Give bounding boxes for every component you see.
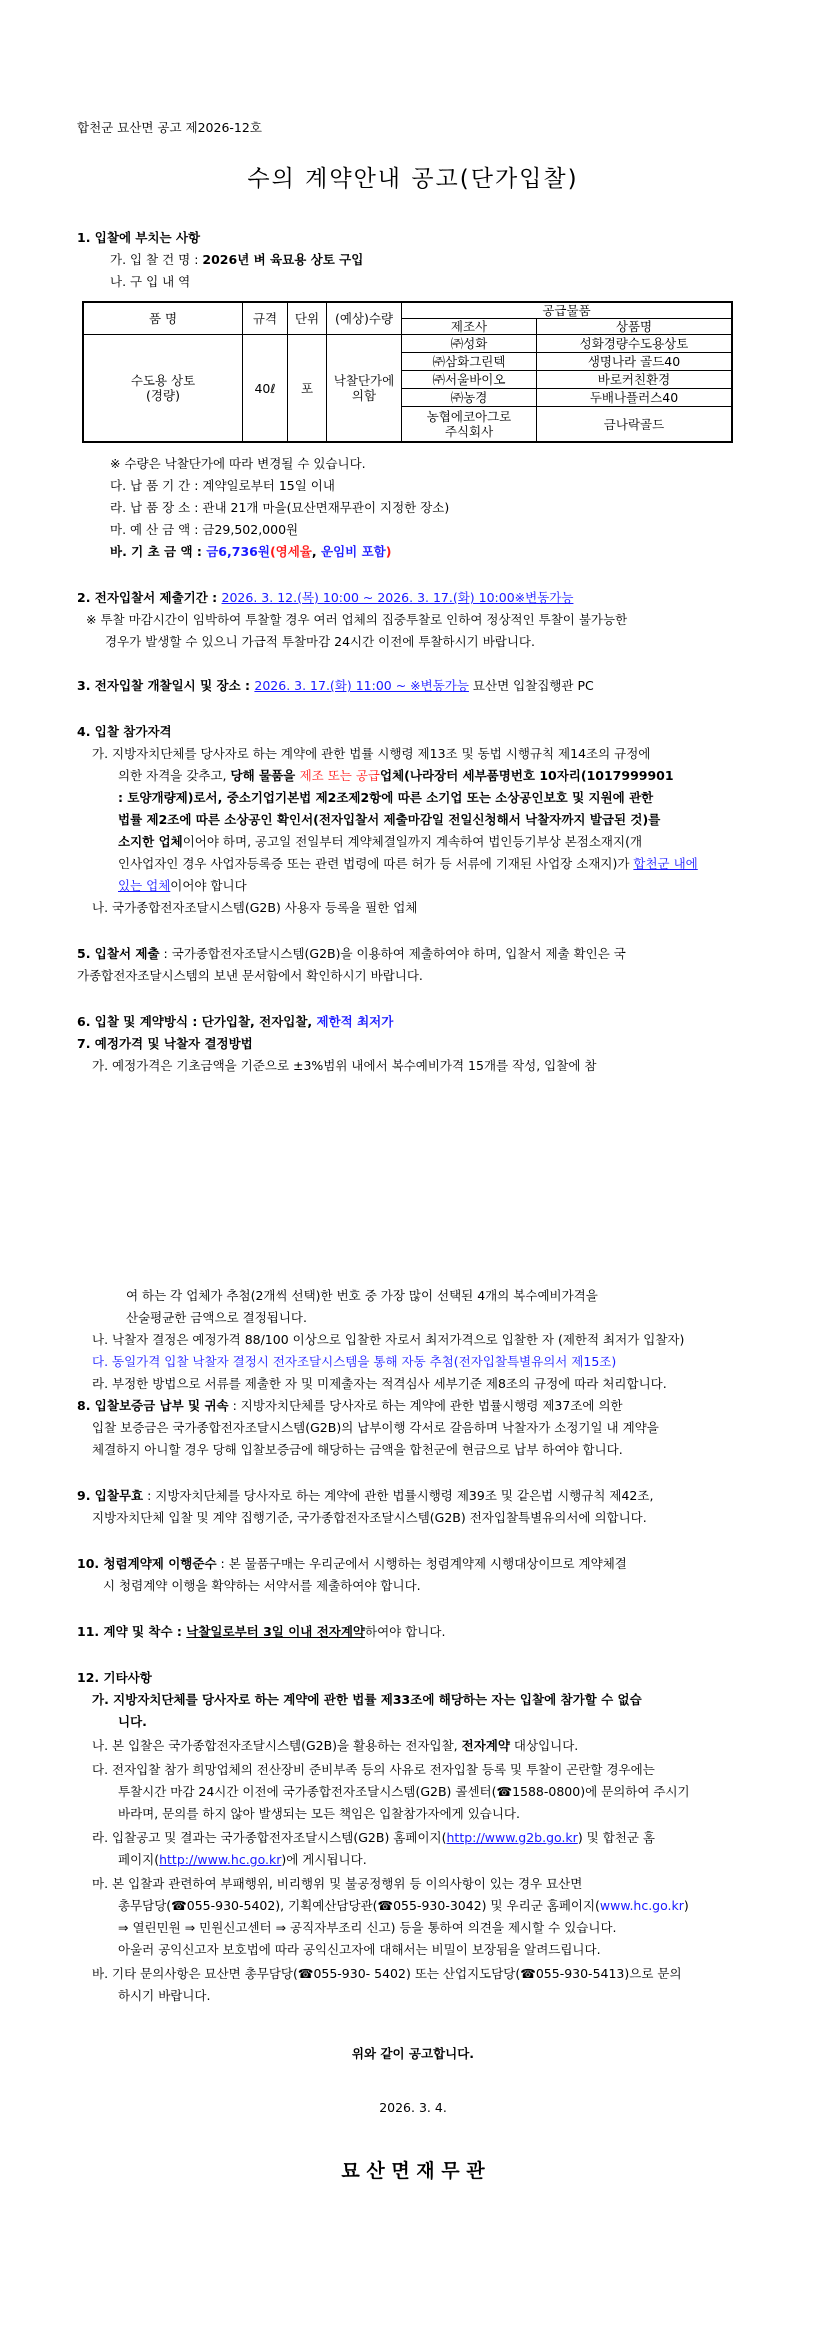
product-cell: 생명나라 골드40 <box>537 353 733 371</box>
product-cell: 바로커친환경 <box>537 371 733 389</box>
misc-d-line-1: 라. 입찰공고 및 결과는 국가종합전자조달시스템(G2B) 홈페이지(http://www.g2b.go.kr) 및 합천군 홈 <box>92 1830 655 1845</box>
qualification-a-line-6: 인사업자인 경우 사업자등록증 또는 관련 법령에 따른 허가 등 서류에 기재된 사업장 소재지)가 합천군 내에 <box>118 856 698 871</box>
item-name-line <box>110 250 363 268</box>
purchase-table <box>82 301 733 443</box>
misc-a-line-1: 가. 지방자치단체를 당사자로 하는 계약에 관한 법률 제33조에 해당하는 자는 입찰에 참가할 수 없습 <box>92 1692 642 1707</box>
misc-e-line-4: 아울러 공익신고자 보호법에 따라 공익신고자에 대해서는 비밀이 보장됨을 알려드립니다. <box>118 1942 601 1957</box>
qualification-a-line-3: : 토양개량제)로서, 중소기업기본법 제2조제2항에 따른 소기업 또는 소상공인보호 및 지원에 관한 <box>118 790 654 805</box>
bid-note-1: ※ 투찰 마감시간이 임박하여 투찰할 경우 여러 업체의 집중투찰로 인하여 정상적인 투찰이 불가능한 <box>86 612 628 627</box>
estimated-price-line-1: 가. 예정가격은 기초금액을 기준으로 ±3%범위 내에서 복수예비가격 15개를 작성, 입찰에 참 <box>92 1058 597 1073</box>
section-2-heading: 2. 전자입찰서 제출기간 : 2026. 3. 12.(목) 10:00 ~ 2026. 3. 17.(화) 10:00※변동가능 <box>77 590 574 605</box>
purchase-detail-label: 나. 구 입 내 역 <box>110 274 191 289</box>
misc-e-line-2: 총무담당(☎055-930-5402), 기획예산담당관(☎055-930-3042) 및 우리군 홈페이지(www.hc.go.kr) <box>118 1898 689 1913</box>
estimated-price-line-2: 여 하는 각 업체가 추첨(2개씩 선택)한 번호 중 가장 많이 선택된 4개의 복수예비가격을 <box>126 1288 598 1303</box>
section-8-line-2: 입찰 보증금은 국가종합전자조달시스템(G2B)의 납부이행 각서로 갈음하며 낙찰자가 소정기일 내 계약을 <box>92 1420 659 1435</box>
unit-cell: 포 <box>288 335 327 443</box>
col-header-supply: 공급물품 <box>402 302 733 319</box>
section-5-line-2: 가종합전자조달시스템의 보낸 문서함에서 확인하시기 바랍니다. <box>77 968 423 983</box>
misc-a-line-2: 니다. <box>118 1714 147 1729</box>
delivery-period: 다. 납 품 기 간 : 계약일로부터 15일 이내 <box>110 478 335 493</box>
maker-cell: ㈜농경 <box>402 389 537 407</box>
col-header-unit: 단위 <box>288 302 327 335</box>
qualification-a-line-7: 있는 업체이어야 합니다 <box>118 878 247 893</box>
section-3-heading: 3. 전자입찰 개찰일시 및 장소 : 2026. 3. 17.(화) 11:00 ~ ※변동가능 묘산면 입찰집행관 PC <box>77 678 594 693</box>
maker-cell: ㈜성화 <box>402 335 537 353</box>
qualification-a-line-2: 의한 자격을 갖추고, 당해 물품을 제조 또는 공급업체(나라장터 세부품명번호 10자리(1017999901 <box>118 768 674 783</box>
submission-period: 2026. 3. 12.(목) 10:00 ~ 2026. 3. 17.(화) 10:00※변동가능 <box>221 590 574 605</box>
spec-cell: 40ℓ <box>243 335 288 443</box>
winner-decision: 나. 낙찰자 결정은 예정가격 88/100 이상으로 입찰한 자로서 최저가격으로 입찰한 자 (제한적 최저가 입찰자) <box>92 1332 685 1347</box>
qualification-b: 나. 국가종합전자조달시스템(G2B) 사용자 등록을 필한 업체 <box>92 900 418 915</box>
section-9-line-2: 지방자치단체 입찰 및 계약 집행기준, 국가종합전자조달시스템(G2B) 전자입찰특별유의서에 의합니다. <box>92 1510 647 1525</box>
notice-number: 합천군 묘산면 공고 제2026-12호 <box>77 120 262 135</box>
misc-f-line-1: 바. 기타 문의사항은 묘산면 총무담당(☎055-930- 5402) 또는 산업지도담당(☎055-930-5413)으로 문의 <box>92 1966 682 1981</box>
closing-statement: 위와 같이 공고합니다. <box>351 2046 475 2061</box>
qualification-a-line-5: 소지한 업체이어야 하며, 공고일 전일부터 계약체결일까지 계속하여 법인등기부상 본점소재지(개 <box>118 834 643 849</box>
misc-e-line-3: ⇒ 열린민원 ⇒ 민원신고센터 ⇒ 공직자부조리 신고) 등을 통하여 의견을 제시할 수 있습니다. <box>118 1920 617 1935</box>
maker-cell: 농협에코아그로 주식회사 <box>402 407 537 443</box>
opening-datetime: 2026. 3. 17.(화) 11:00 ~ ※변동가능 <box>254 678 469 693</box>
budget-amount: 마. 예 산 금 액 : 금29,502,000원 <box>110 522 299 537</box>
section-10-line-1: 10. 청렴계약제 이행준수 : 본 물품구매는 우리군에서 시행하는 청렴계약제 시행대상이므로 계약체결 <box>77 1556 627 1571</box>
delivery-place: 라. 납 품 장 소 : 관내 21개 마을(묘산면재무관이 지정한 장소) <box>110 500 450 515</box>
col-header-product: 상품명 <box>537 319 733 335</box>
section-8-line-3: 체결하지 아니할 경우 당해 입찰보증금에 해당하는 금액을 합천군에 현금으로 납부 하여야 합니다. <box>92 1442 623 1457</box>
col-header-maker: 제조사 <box>402 319 537 335</box>
misc-c-line-3: 바라며, 문의를 하지 않아 발생되는 모든 책임은 입찰참가자에게 있습니다. <box>118 1806 520 1821</box>
fraud-rule: 라. 부정한 방법으로 서류를 제출한 자 및 미제출자는 적격심사 세부기준 제8조의 규정에 따라 처리합니다. <box>92 1376 667 1391</box>
section-6-heading: 6. 입찰 및 계약방식 : 단가입찰, 전자입찰, 제한적 최저가 <box>77 1014 394 1029</box>
section-5-line-1: 5. 입찰서 제출 : 국가종합전자조달시스템(G2B)을 이용하여 제출하여야 하며, 입찰서 제출 확인은 국 <box>77 946 626 961</box>
col-header-qty: (예상)수량 <box>327 302 402 335</box>
notice-date: 2026. 3. 4. <box>379 2100 447 2115</box>
qty-note: ※ 수량은 낙찰단가에 따라 변경될 수 있습니다. <box>110 456 366 471</box>
maker-cell: ㈜서울바이오 <box>402 371 537 389</box>
item-name-label: 가. 입 찰 건 명 : <box>110 252 203 267</box>
product-cell: 금나락골드 <box>537 407 733 443</box>
misc-f-line-2: 하시기 바랍니다. <box>118 1988 211 2003</box>
col-header-spec: 규격 <box>243 302 288 335</box>
misc-b: 나. 본 입찰은 국가종합전자조달시스템(G2B)을 활용하는 전자입찰, 전자계약 대상입니다. <box>92 1738 579 1753</box>
misc-d-line-2: 페이지(http://www.hc.go.kr)에 게시됩니다. <box>118 1852 367 1867</box>
bid-note-2: 경우가 발생할 수 있으니 가급적 투찰마감 24시간 이전에 투찰하시기 바랍니다. <box>105 634 535 649</box>
qualification-a-line-4: 법률 제2조에 따른 소상공인 확인서(전자입찰서 제출마감일 전일신청해서 낙찰자까지 발급된 것)를 <box>118 812 661 827</box>
tie-break-rule: 다. 동일가격 입찰 낙찰자 결정시 전자조달시스템을 통해 자동 추첨(전자입찰특별유의서 제15조) <box>92 1354 617 1369</box>
estimated-price-line-3: 산술평균한 금액으로 결정됩니다. <box>126 1310 307 1325</box>
item-name-value: 2026년 벼 육묘용 상토 구입 <box>202 252 364 267</box>
section-11: 11. 계약 및 착수 : 낙찰일로부터 3일 이내 전자계약하여야 합니다. <box>77 1624 446 1639</box>
maker-cell: ㈜삼화그린텍 <box>402 353 537 371</box>
issuer: 묘 산 면 재 무 관 <box>341 2160 485 2182</box>
hc-link[interactable]: http://www.hc.go.kr <box>159 1852 282 1867</box>
g2b-link[interactable]: http://www.g2b.go.kr <box>446 1830 578 1845</box>
section-12-heading: 12. 기타사항 <box>77 1670 152 1685</box>
product-cell: 두배나플러스40 <box>537 389 733 407</box>
section-4-heading: 4. 입찰 참가자격 <box>77 724 172 739</box>
qualification-a-line-1: 가. 지방자치단체를 당사자로 하는 계약에 관한 법률 시행령 제13조 및 동법 시행규칙 제14조의 규정에 <box>92 746 651 761</box>
section-7-heading: 7. 예정가격 및 낙찰자 결정방법 <box>77 1036 253 1051</box>
misc-c-line-1: 다. 전자입찰 참가 희망업체의 전산장비 준비부족 등의 사유로 전자입찰 등록 및 투찰이 곤란할 경우에는 <box>92 1762 655 1777</box>
section-1-heading: 1. 입찰에 부치는 사항 <box>77 230 201 245</box>
misc-e-line-1: 마. 본 입찰과 관련하여 부패행위, 비리행위 및 불공정행위 등 이의사항이 있는 경우 묘산면 <box>92 1876 583 1891</box>
product-cell: 성화경량수도용상토 <box>537 335 733 353</box>
base-amount: 바. 기 초 금 액 : 금6,736원(영세율, 운임비 포함) <box>110 544 392 559</box>
hc-homepage-link[interactable]: www.hc.go.kr <box>599 1898 684 1913</box>
section-10-line-2: 시 청렴계약 이행을 확약하는 서약서를 제출하여야 합니다. <box>103 1578 421 1593</box>
col-header-name: 품 명 <box>83 302 243 335</box>
item-name-cell: 수도용 상토 (경량) <box>83 335 243 443</box>
qty-cell: 낙찰단가에 의함 <box>327 335 402 443</box>
section-9-line-1: 9. 입찰무효 : 지방자치단체를 당사자로 하는 계약에 관한 법률시행령 제39조 및 같은법 시행규칙 제42조, <box>77 1488 654 1503</box>
section-8-line-1: 8. 입찰보증금 납부 및 귀속 : 지방자치단체를 당사자로 하는 계약에 관한 법률시행령 제37조에 의한 <box>77 1398 623 1413</box>
misc-c-line-2: 투찰시간 마감 24시간 이전에 국가종합전자조달시스템(G2B) 콜센터(☎1588-0800)에 문의하여 주시기 <box>118 1784 690 1799</box>
page-title: 수의 계약안내 공고(단가입찰) <box>247 166 579 192</box>
